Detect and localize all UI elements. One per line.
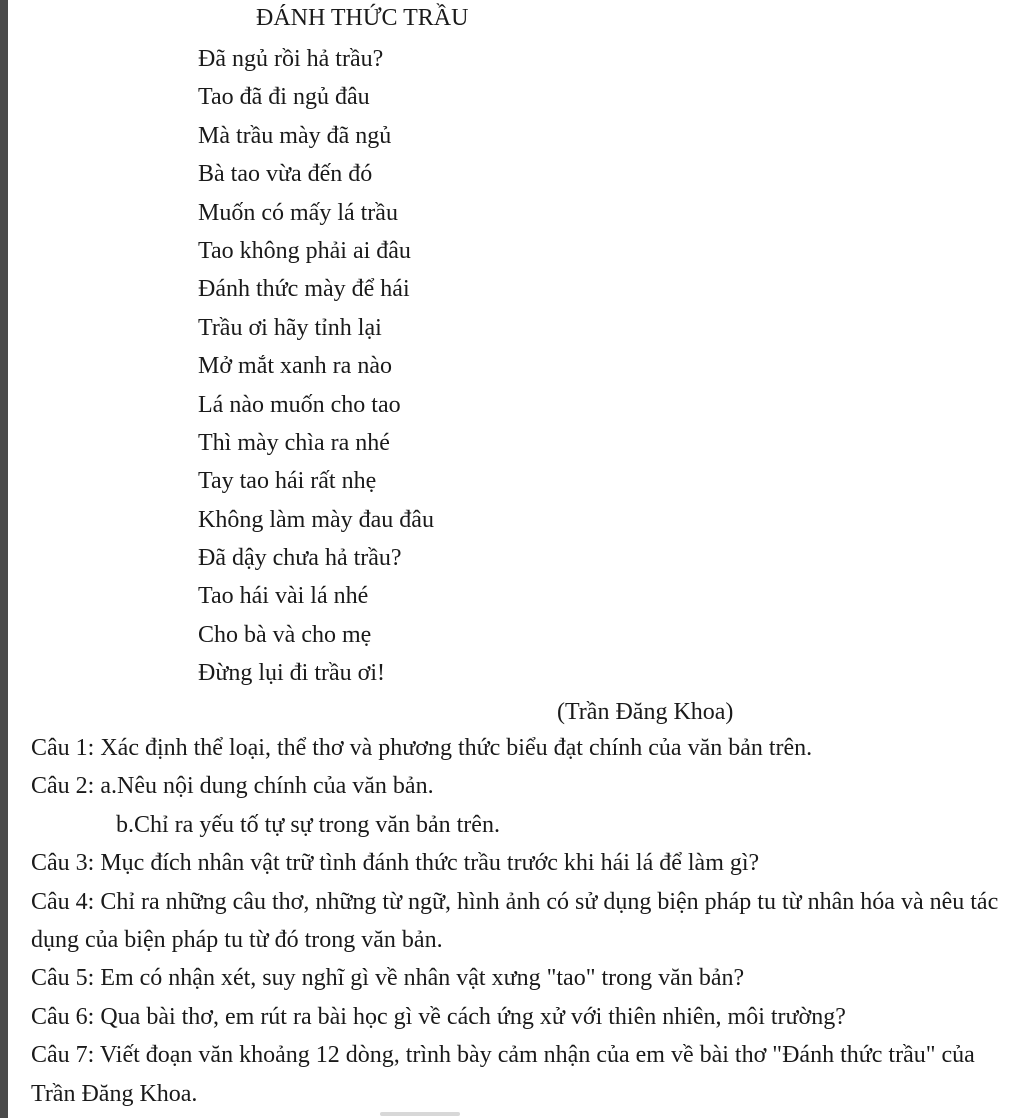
poem-title: ĐÁNH THỨC TRẦU bbox=[256, 5, 469, 31]
question-1: Câu 1: Xác định thể loại, thể thơ và phương thức biểu đạt chính của văn bản trên. bbox=[31, 735, 813, 761]
poem-line: Mà trầu mày đã ngủ bbox=[198, 122, 392, 149]
question-list bbox=[31, 729, 1024, 1113]
poem-line: Bà tao vừa đến đó bbox=[198, 161, 373, 188]
poem-line: Tao đã đi ngủ đâu bbox=[198, 84, 370, 111]
question-2a: Câu 2: a.Nêu nội dung chính của văn bản. bbox=[31, 773, 434, 800]
poem-line: Đánh thức mày để hái bbox=[198, 276, 410, 303]
poem-line: Tao hái vài lá nhé bbox=[198, 583, 369, 610]
poem-author: (Trần Đăng Khoa) bbox=[557, 699, 734, 725]
poem-line: Tay tao hái rất nhẹ bbox=[198, 468, 377, 495]
poem-body bbox=[198, 40, 434, 693]
poem-line: Mở mắt xanh ra nào bbox=[198, 353, 392, 380]
poem-line: Không làm mày đau đâu bbox=[198, 506, 434, 533]
poem-line: Đã ngủ rồi hả trầu? bbox=[198, 46, 384, 72]
poem-line: Tao không phải ai đâu bbox=[198, 237, 411, 264]
question-2b: b.Chỉ ra yếu tố tự sự trong văn bản trên. bbox=[116, 811, 500, 838]
poem-line: Muốn có mấy lá trầu bbox=[198, 199, 398, 226]
cropped-text-remnant bbox=[380, 1112, 460, 1116]
poem-line: Trầu ơi hãy tỉnh lại bbox=[198, 314, 382, 341]
poem-line: Đã dậy chưa hả trầu? bbox=[198, 545, 402, 572]
poem-line: Đừng lụi đi trầu ơi! bbox=[198, 660, 386, 687]
question-4: Câu 4: Chỉ ra những câu thơ, những từ ngữ, hình ảnh có sử dụng biện pháp tu từ nhân hóa và nêu tác dụng của biện pháp tu từ đó trong văn bản. bbox=[31, 888, 999, 954]
question-5: Câu 5: Em có nhận xét, suy nghĩ gì về nhân vật xưng "tao" trong văn bản? bbox=[31, 965, 745, 992]
poem-line: Thì mày chìa ra nhé bbox=[198, 429, 390, 456]
question-3: Câu 3: Mục đích nhân vật trữ tình đánh thức trầu trước khi hái lá để làm gì? bbox=[31, 850, 760, 877]
left-border bbox=[0, 0, 8, 1118]
question-6: Câu 6: Qua bài thơ, em rút ra bài học gì về cách ứng xử với thiên nhiên, môi trường? bbox=[31, 1003, 846, 1030]
poem-line: Cho bà và cho mẹ bbox=[198, 621, 372, 648]
poem-line: Lá nào muốn cho tao bbox=[198, 391, 401, 418]
question-7: Câu 7: Viết đoạn văn khoảng 12 dòng, trình bày cảm nhận của em về bài thơ "Đánh thức trầu" của Trần Đăng Khoa. bbox=[31, 1042, 975, 1107]
